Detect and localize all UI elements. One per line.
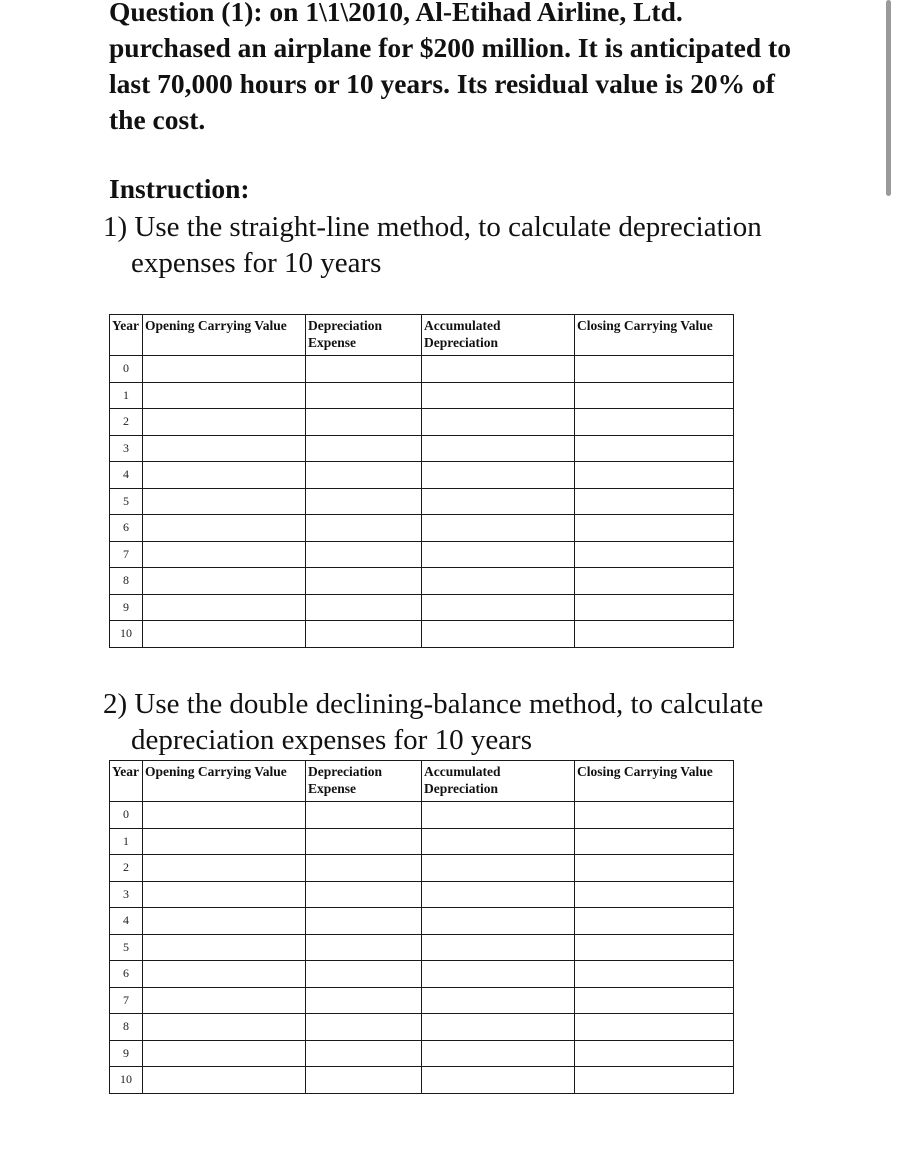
accumulated-cell[interactable] [422,515,575,542]
year-cell: 8 [110,568,143,595]
question-text: Question (1): on 1\1\2010, Al-Etihad Airline, Ltd. purchased an airplane for $200 million. It is anticipated to last 70,000 hours or 10 years. Its residual value is 20% of the cost. [109,0,791,135]
closing-cell[interactable] [575,356,734,383]
accumulated-cell[interactable] [422,802,575,829]
depreciation-cell[interactable] [306,594,422,621]
opening-cell[interactable] [143,409,306,436]
closing-cell[interactable] [575,1040,734,1067]
table-row [110,568,734,595]
accumulated-cell[interactable] [422,828,575,855]
table-header-row [110,315,734,356]
opening-cell[interactable] [143,961,306,988]
closing-cell[interactable] [575,462,734,489]
accumulated-cell[interactable] [422,855,575,882]
table-row [110,541,734,568]
depreciation-cell[interactable] [306,515,422,542]
opening-cell[interactable] [143,621,306,648]
depreciation-cell[interactable] [306,1014,422,1041]
year-cell: 8 [110,1014,143,1041]
header-year: Year [110,761,143,802]
header-accumulated-depreciation [422,315,575,356]
depreciation-cell[interactable] [306,435,422,462]
accumulated-cell[interactable] [422,961,575,988]
table-row [110,855,734,882]
table-row [110,356,734,383]
accumulated-cell[interactable] [422,934,575,961]
task-double-declining-line1: 2) Use the double declining-balance method, to calculate [103,688,764,720]
table-row [110,828,734,855]
table-row [110,515,734,542]
table-row [110,987,734,1014]
depreciation-cell[interactable] [306,488,422,515]
year-cell: 7 [110,541,143,568]
closing-cell[interactable] [575,802,734,829]
depreciation-cell[interactable] [306,908,422,935]
accumulated-cell[interactable] [422,488,575,515]
table-row [110,1067,734,1094]
table-row [110,488,734,515]
header-opening-carrying-value: Opening Carrying Value [143,761,306,802]
year-cell: 2 [110,855,143,882]
closing-cell[interactable] [575,987,734,1014]
closing-cell[interactable] [575,488,734,515]
task-straight-line-line1: 1) Use the straight-line method, to calculate depreciation [103,211,762,243]
table-row [110,881,734,908]
accumulated-cell[interactable] [422,356,575,383]
opening-cell[interactable] [143,541,306,568]
opening-cell[interactable] [143,356,306,383]
opening-cell[interactable] [143,462,306,489]
year-cell: 9 [110,1040,143,1067]
closing-cell[interactable] [575,409,734,436]
opening-cell[interactable] [143,568,306,595]
year-cell: 5 [110,934,143,961]
table-row [110,1040,734,1067]
closing-cell[interactable] [575,1067,734,1094]
opening-cell[interactable] [143,828,306,855]
accumulated-cell[interactable] [422,987,575,1014]
accumulated-cell[interactable] [422,1040,575,1067]
table-header-row [110,761,734,802]
accumulated-cell[interactable] [422,1014,575,1041]
accumulated-cell[interactable] [422,541,575,568]
header-depreciation-line2: Expense [308,781,357,796]
closing-cell[interactable] [575,382,734,409]
table-row [110,435,734,462]
table-row [110,961,734,988]
closing-cell[interactable] [575,934,734,961]
opening-cell[interactable] [143,855,306,882]
year-cell: 4 [110,462,143,489]
accumulated-cell[interactable] [422,462,575,489]
closing-cell[interactable] [575,435,734,462]
year-cell: 3 [110,435,143,462]
opening-cell[interactable] [143,908,306,935]
table-row [110,409,734,436]
task-straight-line-line2: expenses for 10 years [131,247,382,279]
table-row [110,908,734,935]
opening-cell[interactable] [143,435,306,462]
closing-cell[interactable] [575,541,734,568]
opening-cell[interactable] [143,1040,306,1067]
accumulated-cell[interactable] [422,1067,575,1094]
opening-cell[interactable] [143,934,306,961]
opening-cell[interactable] [143,382,306,409]
header-opening-carrying-value: Opening Carrying Value [143,315,306,356]
year-cell: 10 [110,621,143,648]
opening-cell[interactable] [143,1014,306,1041]
header-depreciation-line1: Depreciation [308,318,382,333]
instruction-heading: Instruction: [109,173,250,204]
vertical-scrollbar[interactable] [886,0,891,196]
depreciation-cell[interactable] [306,356,422,383]
year-cell: 1 [110,382,143,409]
header-accumulated-line1: Accumulated [424,318,501,333]
depreciation-cell[interactable] [306,409,422,436]
depreciation-cell[interactable] [306,541,422,568]
year-cell: 10 [110,1067,143,1094]
closing-cell[interactable] [575,621,734,648]
task-double-declining [103,686,823,758]
header-depreciation-line1: Depreciation [308,764,382,779]
opening-cell[interactable] [143,987,306,1014]
closing-cell[interactable] [575,881,734,908]
header-closing-carrying-value: Closing Carrying Value [575,761,734,802]
closing-cell[interactable] [575,1014,734,1041]
opening-cell[interactable] [143,1067,306,1094]
table-row [110,382,734,409]
header-depreciation-expense [306,315,422,356]
year-cell: 5 [110,488,143,515]
accumulated-cell[interactable] [422,409,575,436]
table-row [110,462,734,489]
depreciation-cell[interactable] [306,1067,422,1094]
header-accumulated-depreciation [422,761,575,802]
table-row [110,621,734,648]
task-double-declining-line2: depreciation expenses for 10 years [131,724,533,756]
straight-line-table-body [110,356,734,648]
depreciation-cell[interactable] [306,855,422,882]
closing-cell[interactable] [575,855,734,882]
closing-cell[interactable] [575,908,734,935]
year-cell: 9 [110,594,143,621]
header-accumulated-line2: Depreciation [424,335,498,350]
depreciation-cell[interactable] [306,961,422,988]
opening-cell[interactable] [143,488,306,515]
closing-cell[interactable] [575,515,734,542]
year-cell: 2 [110,409,143,436]
header-accumulated-line2: Depreciation [424,781,498,796]
depreciation-cell[interactable] [306,382,422,409]
accumulated-cell[interactable] [422,382,575,409]
opening-cell[interactable] [143,594,306,621]
year-cell: 1 [110,828,143,855]
year-cell: 3 [110,881,143,908]
depreciation-cell[interactable] [306,828,422,855]
year-cell: 7 [110,987,143,1014]
year-cell: 4 [110,908,143,935]
header-depreciation-expense [306,761,422,802]
accumulated-cell[interactable] [422,594,575,621]
depreciation-cell[interactable] [306,987,422,1014]
header-depreciation-line2: Expense [308,335,357,350]
depreciation-cell[interactable] [306,1040,422,1067]
closing-cell[interactable] [575,568,734,595]
header-year: Year [110,315,143,356]
header-closing-carrying-value: Closing Carrying Value [575,315,734,356]
opening-cell[interactable] [143,802,306,829]
depreciation-cell[interactable] [306,568,422,595]
depreciation-cell[interactable] [306,881,422,908]
year-cell: 6 [110,961,143,988]
task-straight-line [103,209,823,281]
depreciation-cell[interactable] [306,462,422,489]
double-declining-table-body [110,802,734,1094]
year-cell: 6 [110,515,143,542]
year-cell: 0 [110,356,143,383]
closing-cell[interactable] [575,594,734,621]
table-row [110,802,734,829]
closing-cell[interactable] [575,828,734,855]
table-row [110,1014,734,1041]
table-row [110,934,734,961]
accumulated-cell[interactable] [422,435,575,462]
accumulated-cell[interactable] [422,908,575,935]
depreciation-cell[interactable] [306,934,422,961]
straight-line-table [109,314,734,648]
depreciation-cell[interactable] [306,802,422,829]
accumulated-cell[interactable] [422,881,575,908]
header-accumulated-line1: Accumulated [424,764,501,779]
closing-cell[interactable] [575,961,734,988]
double-declining-table [109,760,734,1094]
opening-cell[interactable] [143,881,306,908]
depreciation-cell[interactable] [306,621,422,648]
accumulated-cell[interactable] [422,568,575,595]
opening-cell[interactable] [143,515,306,542]
accumulated-cell[interactable] [422,621,575,648]
year-cell: 0 [110,802,143,829]
table-row [110,594,734,621]
